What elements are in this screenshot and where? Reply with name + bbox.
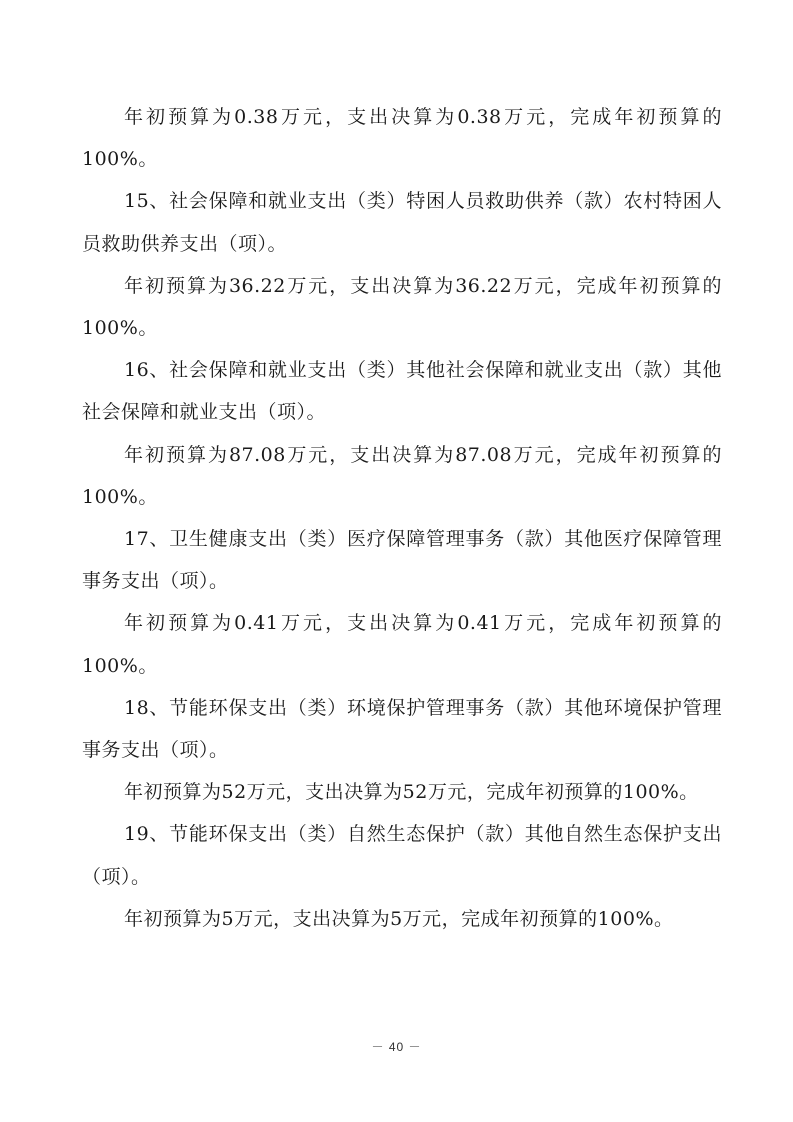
paragraph-budget-0-41: 年初预算为0.41万元，支出决算为0.41万元，完成年初预算的100%。: [82, 612, 722, 677]
paragraph-budget-52: 年初预算为52万元，支出决算为52万元，完成年初预算的100%。: [124, 781, 699, 804]
paragraph-item-16: 16、社会保障和就业支出（类）其他社会保障和就业支出（款）其他社会保障和就业支出（项）。: [82, 359, 722, 424]
paragraph-item-19: 19、节能环保支出（类）自然生态保护（款）其他自然生态保护支出（项）。: [82, 823, 722, 888]
paragraph-budget-36-22: 年初预算为36.22万元，支出决算为36.22万元，完成年初预算的100%。: [82, 274, 722, 340]
paragraph-item-18: 18、节能环保支出（类）环境保护管理事务（款）其他环境保护管理事务支出（项）。: [82, 696, 722, 762]
document-body: [82, 96, 722, 940]
paragraph-item-15: 15、社会保障和就业支出（类）特困人员救助供养（款）农村特困人员救助供养支出（项）。: [82, 190, 722, 255]
paragraph-budget-87-08: 年初预算为87.08万元，支出决算为87.08万元，完成年初预算的100%。: [82, 443, 722, 508]
paragraph-budget-5: 年初预算为5万元，支出决算为5万元，完成年初预算的100%。: [124, 907, 674, 930]
paragraph-budget-0-38: 年初预算为0.38万元，支出决算为0.38万元，完成年初预算的100%。: [82, 106, 722, 171]
page-number: － 40 －: [371, 1040, 422, 1054]
paragraph-item-17: 17、卫生健康支出（类）医疗保障管理事务（款）其他医疗保障管理事务支出（项）。: [82, 528, 722, 593]
